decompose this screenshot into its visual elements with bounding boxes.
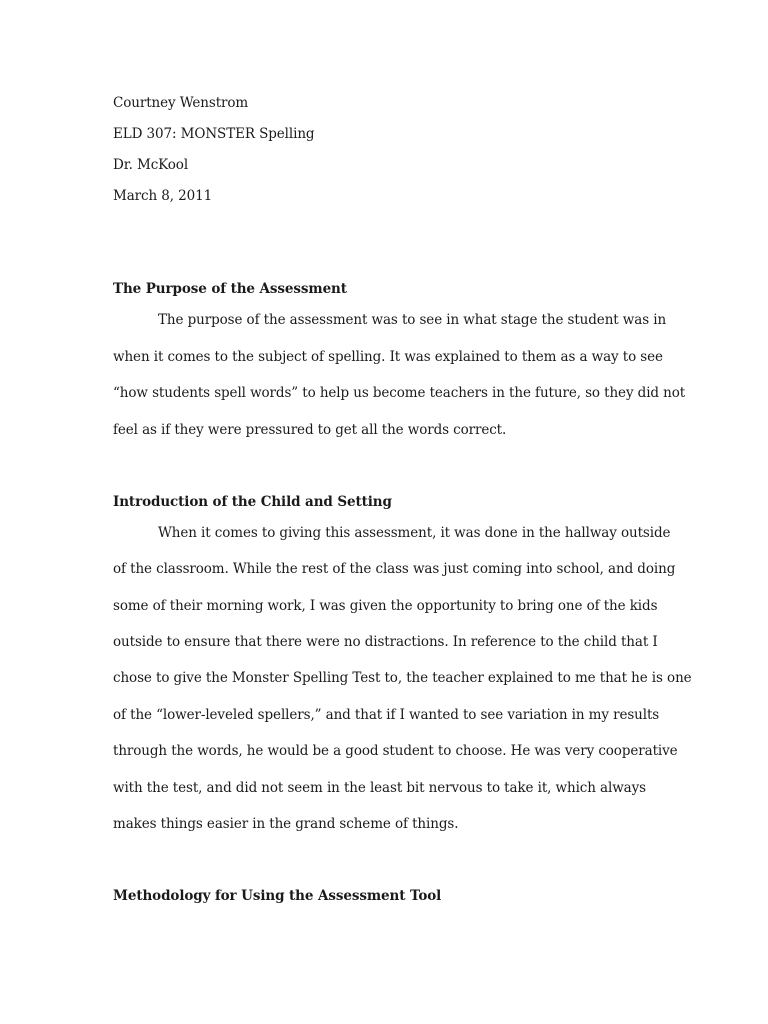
document-date: March 8, 2011 [113, 188, 213, 204]
paragraph-line: “how students spell words” to help us become teachers in the future, so they did not [113, 385, 686, 401]
course-title: ELD 307: MONSTER Spelling [113, 126, 315, 142]
paragraph-line: through the words, he would be a good student to choose. He was very cooperative [113, 743, 678, 759]
paragraph-line: of the classroom. While the rest of the class was just coming into school, and doing [113, 561, 676, 577]
paragraph-line: feel as if they were pressured to get all the words correct. [113, 422, 507, 438]
paragraph-line: makes things easier in the grand scheme of things. [113, 816, 459, 832]
paragraph-line: when it comes to the subject of spelling. It was explained to them as a way to see [113, 349, 663, 365]
paragraph-line: of the “lower-leveled spellers,” and that if I wanted to see variation in my results [113, 707, 660, 723]
section-heading-introduction: Introduction of the Child and Setting [113, 494, 392, 510]
paragraph-line: some of their morning work, I was given the opportunity to bring one of the kids [113, 598, 658, 614]
paragraph-line: When it comes to giving this assessment, it was done in the hallway outside [158, 525, 671, 541]
paragraph-line: The purpose of the assessment was to see in what stage the student was in [158, 312, 667, 328]
author-name: Courtney Wenstrom [113, 95, 249, 111]
paragraph-line: chose to give the Monster Spelling Test to, the teacher explained to me that he is one [113, 670, 692, 686]
section-heading-methodology: Methodology for Using the Assessment Tool [113, 888, 442, 904]
instructor-name: Dr. McKool [113, 157, 189, 173]
paragraph-line: with the test, and did not seem in the least bit nervous to take it, which always [113, 780, 646, 796]
paragraph-line: outside to ensure that there were no distractions. In reference to the child that I [113, 634, 658, 650]
section-heading-purpose: The Purpose of the Assessment [113, 281, 347, 297]
